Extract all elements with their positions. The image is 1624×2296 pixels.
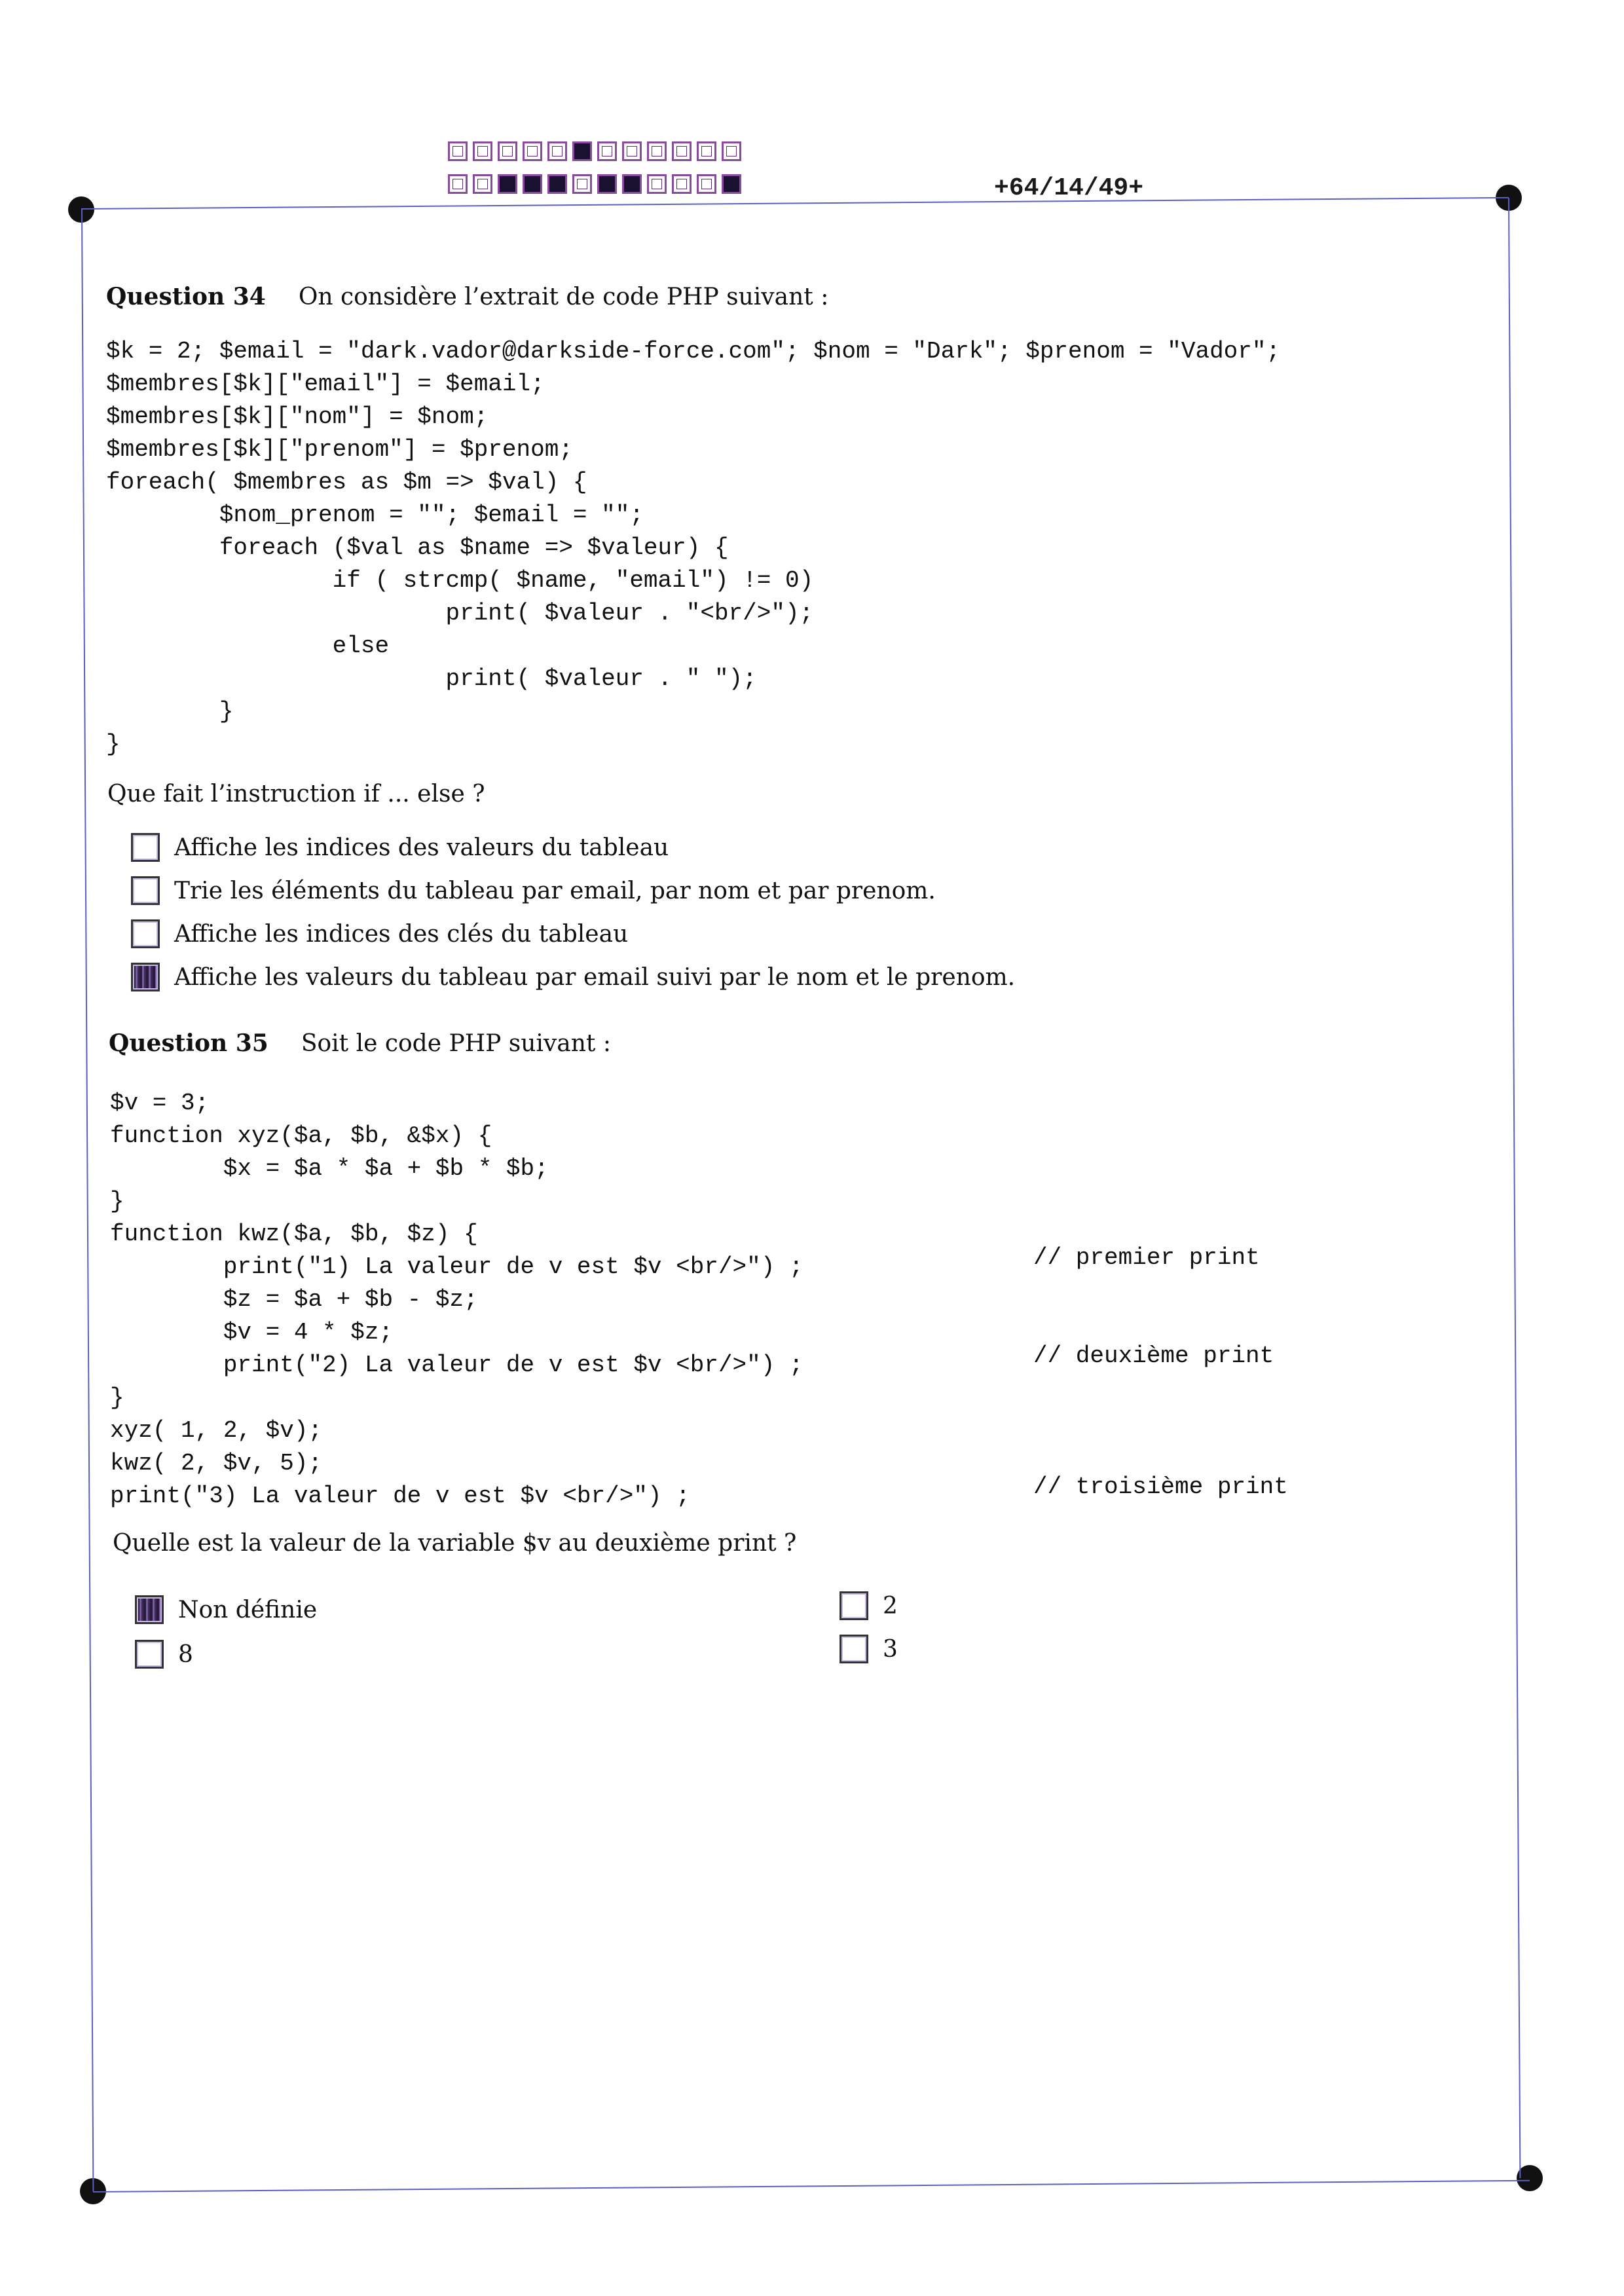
code-box (722, 141, 741, 161)
code-box (697, 141, 716, 161)
code-box (572, 141, 592, 161)
q35-option-3[interactable] (840, 1635, 898, 1663)
code-box (722, 174, 741, 194)
checkbox-checked[interactable] (135, 1595, 164, 1624)
code-box (547, 141, 567, 161)
option-label: 8 (178, 1640, 193, 1668)
checkbox[interactable] (840, 1591, 868, 1620)
comment-premier-print: // premier print (1033, 1244, 1260, 1271)
question-number: Question 35 (109, 1029, 268, 1057)
frame-left (81, 210, 94, 2191)
code-box (448, 141, 468, 161)
page-code: +64/14/49+ (994, 174, 1144, 202)
question-34-prompt: Que fait l’instruction if ... else ? (107, 781, 485, 807)
code-box (597, 141, 617, 161)
option-label: Affiche les indices des clés du tableau (174, 920, 629, 948)
option-label: 3 (883, 1635, 898, 1663)
option-label: Trie les éléments du tableau par email, par nom et par prenom. (174, 877, 936, 904)
question-number: Question 34 (106, 283, 266, 310)
code-box (498, 141, 517, 161)
q34-option-4[interactable] (131, 963, 1015, 991)
code-box (622, 141, 642, 161)
q35-option-8[interactable] (135, 1640, 193, 1669)
checkbox[interactable] (131, 833, 160, 862)
question-intro: Soit le code PHP suivant : (301, 1030, 611, 1057)
code-box (473, 174, 492, 194)
q34-option-1[interactable] (131, 833, 669, 862)
comment-deuxieme-print: // deuxième print (1033, 1342, 1274, 1369)
q34-option-3[interactable] (131, 919, 628, 948)
code-box (647, 141, 667, 161)
q34-option-2[interactable] (131, 876, 936, 905)
code-box (597, 174, 617, 194)
code-box (523, 174, 542, 194)
checkbox-checked[interactable] (131, 963, 160, 991)
q35-option-non-definie[interactable] (135, 1595, 317, 1624)
code-box (622, 174, 642, 194)
id-code-row-1 (448, 141, 741, 161)
option-label: Non définie (178, 1596, 318, 1623)
checkbox[interactable] (840, 1635, 868, 1663)
question-35-heading (109, 1029, 611, 1057)
q35-option-2[interactable] (840, 1591, 898, 1620)
checkbox[interactable] (131, 876, 160, 905)
php-code-block-35: $v = 3; function xyz($a, $b, &$x) { $x = $a * $a + $b * $b; } function kwz($a, $b, $z) { print("1) La valeur de v est $v <br/>") ; $z = $a + $b - $z; $v = 4 * $z; print("2) La valeur de v est $v <br/>") ; } xyz( 1, 2, $v); kwz( 2, $v, 5); print("3) La valeur de v est $v <br/>") ; (110, 1090, 803, 1509)
code-box (572, 174, 592, 194)
comment-troisieme-print: // troisième print (1033, 1473, 1288, 1500)
option-label: Affiche les indices des valeurs du tableau (174, 834, 669, 861)
id-code-row-2 (448, 174, 741, 194)
question-intro: On considère l’extrait de code PHP suivant : (298, 284, 829, 310)
frame-bottom (93, 2180, 1530, 2193)
code-box (672, 174, 692, 194)
frame-right (1508, 198, 1521, 2178)
question-35-prompt: Quelle est la valeur de la variable $v au deuxième print ? (113, 1530, 797, 1557)
code-box (547, 174, 567, 194)
checkbox[interactable] (135, 1640, 164, 1669)
code-box (647, 174, 667, 194)
code-box (473, 141, 492, 161)
checkbox[interactable] (131, 919, 160, 948)
frame-top (81, 197, 1509, 210)
option-label: Affiche les valeurs du tableau par email suivi par le nom et le prenom. (174, 963, 1016, 991)
question-34-heading (106, 283, 828, 310)
code-box (672, 141, 692, 161)
code-box (523, 141, 542, 161)
php-code-block-34: $k = 2; $email = "dark.vador@darkside-force.com"; $nom = "Dark"; $prenom = "Vador"; $membres[$k]["email"] = $email; $membres[$k]["nom"] = $nom; $membres[$k]["prenom"] = $prenom; foreach( $membres as $m => $val) { $nom_prenom = ""; $email = ""; foreach ($val as $name => $valeur) { if ( strcmp( $name, "email") != 0) print( $valeur . "<br/>"); else print( $valeur . " "); } } (106, 338, 1281, 758)
option-label: 2 (883, 1592, 898, 1620)
code-box (448, 174, 468, 194)
code-box (498, 174, 517, 194)
code-box (697, 174, 716, 194)
